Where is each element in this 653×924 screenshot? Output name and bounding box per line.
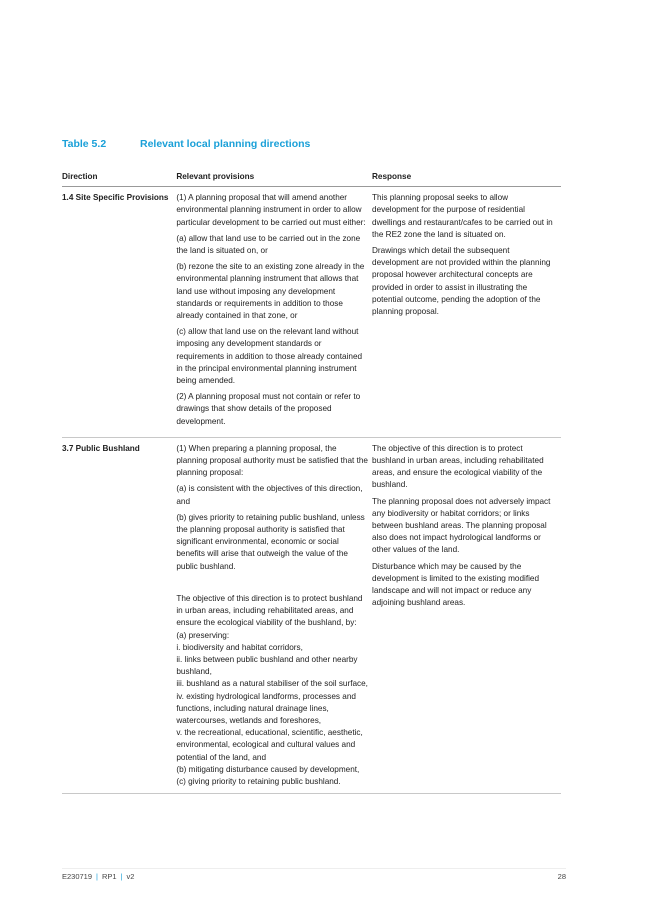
table-number: Table 5.2 [62,138,107,150]
objective-line: ii. links between public bushland and other nearby bushland, [176,654,358,677]
provision-paragraph: (1) A planning proposal that will amend another environmental planning instrument in order to allow particular development to be carried out must either: [176,193,366,227]
page-footer: E230719 | RP1 | v2 28 [62,868,566,881]
report-code: RP1 [101,872,117,881]
objective-line: The objective of this direction is to protect bushland in urban areas, including rehabilitated areas, and ensure the ecological viability of the bushland, by: [176,593,363,628]
response-paragraph: The objective of this direction is to protect bushland in urban areas, including rehabilitated areas, and ensure the ecological viability of the bushland. [372,443,544,490]
table-row [62,187,561,438]
header-provisions: Relevant provisions [176,169,372,187]
table-title: Relevant local planning directions [140,138,311,150]
provision-paragraph: (a) allow that land use to be carried out in the zone the land is situated on, or [176,233,361,256]
objective-line: (b) mitigating disturbance caused by development, [176,764,360,774]
provision-paragraph: (c) allow that land use on the relevant land without imposing any development standards or requirements in addition to those already contained in the principal environmental planning instrument being amended. [176,327,363,386]
table-row [62,437,561,793]
objective-line: (c) giving priority to retaining public bushland. [176,776,341,786]
objective-line: iv. existing hydrological landforms, processes and functions, including natural drainage lines, watercourses, wetlands and foreshores, [176,691,356,725]
response-cell [372,187,561,438]
provision-paragraph: (b) rezone the site to an existing zone already in the environmental planning instrument that allows that land use without imposing any development standards or requirements in addition to those already contained in that zone, or [176,262,365,321]
page-number: 28 [557,872,566,881]
objective-line: iii. bushland as a natural stabiliser of the soil surface, [176,679,368,689]
provision-paragraph: (2) A planning proposal must not contain or refer to drawings that show details of the proposed development. [176,392,361,426]
provisions-cell [176,437,372,793]
provision-paragraph: (a) is consistent with the objectives of this direction, and [176,484,363,506]
provisions-cell [176,187,372,438]
objective-line: (a) preserving: [176,630,230,640]
provision-paragraph: (1) When preparing a planning proposal, the planning proposal authority must be satisfied that the planning proposal: [176,443,368,478]
direction-cell: 1.4 Site Specific Provisions [62,187,176,438]
objective-list [176,593,368,788]
direction-cell: 3.7 Public Bushland [62,437,176,793]
response-cell [372,437,561,793]
response-paragraph: This planning proposal seeks to allow development for the purpose of residential dwellings and restaurant/cafes to be carried out in the RE2 zone the land is situated on. [372,193,553,239]
response-paragraph: The planning proposal does not adversely impact any biodiversity or habitat corridors; or links between bushland areas. The planning proposal also does not impact hydrological landforms or other values of the land. [372,496,551,555]
provision-paragraph: (b) gives priority to retaining public bushland, unless the planning proposal authority is satisfied that significant environmental, economic or social benefits will arise that outweigh the value of the public bushland. [176,512,365,571]
response-paragraph: Disturbance which may be caused by the development is limited to the existing modified landscape and will not impact or reduce any adjoining bushland areas. [372,561,540,608]
doc-number: E230719 [62,872,93,881]
objective-line: i. biodiversity and habitat corridors, [176,642,303,652]
objective-line: v. the recreational, educational, scientific, aesthetic, environmental, ecological and cultural values and potential of the land, and [176,728,363,762]
version-label: v2 [126,872,135,881]
header-direction: Direction [62,169,176,187]
response-paragraph: Drawings which detail the subsequent development are not provided within the planning proposal however architectural concepts are provided in order to assist in illustrating the potential outcome, pending the adoption of the planning proposal. [372,246,551,317]
table-header-row [62,169,561,187]
header-response: Response [372,169,561,187]
table-caption [62,138,310,150]
planning-directions-table [62,169,561,794]
